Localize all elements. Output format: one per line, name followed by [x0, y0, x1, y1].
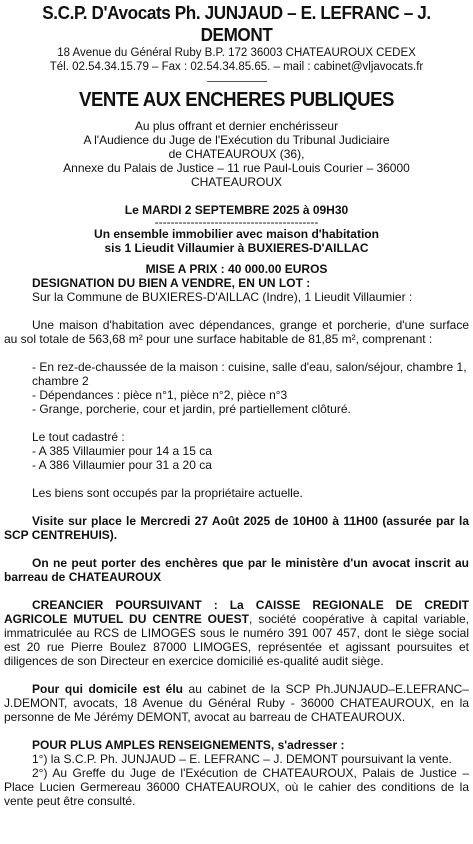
cadastre-line-2: - A 386 Villaumier pour 31 a 20 ca [32, 458, 212, 472]
starting-price: MISE A PRIX : 40 000.00 EUROS [145, 262, 328, 276]
domicile-details: au cabinet de la SCP Ph.JUNJAUD–E.LEFRANC–J.DEMONT, avocats, 18 Avenue du Général Ruby - 36000 CHATEAUROUX, en la personne de Me Jérémy DEMONT, avocat au barreau de CHATEAUROUX. [4, 682, 469, 724]
occupancy-note: Les biens sont occupés par la propriétaire actuelle. [32, 486, 303, 500]
firm-address: 18 Avenue du Général Ruby B.P. 172 36003 CHATEAUROUX CEDEX [57, 47, 416, 59]
property-line-1: Un ensemble immobilier avec maison d'habitation [94, 227, 379, 241]
avocat-notice: On ne peut porter des enchères que par le ministère d'un avocat inscrit au barreau de CHATEAUROUX [4, 556, 469, 584]
designation-heading: DESIGNATION DU BIEN A VENDRE, EN UN LOT : [32, 276, 311, 290]
creancier-details: , société coopérative à capital variable, immatriculée au RCS de LIMOGES sous le numéro 391 007 457, dont le siège social est 20 rue Pierre Boulez 87000 LIMOGES, représentée et agissant poursuites et diligences de son Directeur en exercice domicilié es-qualité audit siège. [4, 612, 469, 668]
renseignement-2: 2°) Au Greffe du Juge de l'Exécution de CHATEAUROUX, Palais de Justice – Place Lucien Germereau 36000 CHATEAUROUX, où le cahier des conditions de la vente peut être consulté. [4, 766, 469, 808]
visit-notice: Visite sur place le Mercredi 27 Août 2025 de 10H00 à 11H00 (assurée par la SCP CENTREHUIS). [4, 514, 469, 542]
auction-date: Le MARDI 2 SEPTEMBRE 2025 à 09H30 [124, 203, 349, 217]
firm-contact: Tél. 02.54.34.15.79 – Fax : 02.54.34.85.65. – mail : cabinet@vljavocats.fr [49, 61, 424, 73]
intro-line-1: Au plus offrant et dernier enchérisseur [134, 119, 339, 133]
intro-line-3: de CHATEAUROUX (36), [168, 147, 305, 161]
property-description: Une maison d'habitation avec dépendances, grange et porcherie, d'une surface au sol totale de 563,68 m² pour une surface habitable de 81,85 m², comprenant : [4, 318, 469, 346]
domicile-label: Pour qui domicile est élu [32, 682, 183, 696]
domicile-paragraph [4, 682, 469, 724]
renseignements-heading: POUR PLUS AMPLES RENSEIGNEMENTS, s'adresser : [32, 738, 345, 752]
room-line-3: - Grange, porcherie, cour et jardin, pré partiellement clôturé. [32, 402, 351, 416]
dash-separator: ----------------------------------------- [154, 215, 319, 229]
designation-commune: Sur la Commune de BUXIERES-D'AILLAC (Indre), 1 Lieudit Villaumier : [32, 290, 413, 304]
room-line-1: - En rez-de-chaussée de la maison : cuisine, salle d'eau, salon/séjour, chambre 1, chambre 2 [32, 360, 467, 388]
intro-line-5: CHATEAUROUX [190, 175, 283, 189]
notice-title: VENTE AUX ENCHERES PUBLIQUES [79, 89, 394, 111]
cadastre-heading: Le tout cadastré : [32, 430, 125, 444]
intro-line-4: Annexe du Palais de Justice – 11 rue Paul-Louis Courier – 36000 [63, 161, 410, 175]
property-line-2: sis 1 Lieudit Villaumier à BUXIERES-D'AILLAC [104, 241, 369, 255]
creancier-paragraph [4, 598, 469, 668]
renseignement-1: 1°) la S.C.P. Ph. JUNJAUD – E. LEFRANC – J. DEMONT poursuivant la vente. [32, 752, 452, 766]
room-line-2: - Dépendances : pièce n°1, pièce n°2, pièce n°3 [32, 388, 288, 402]
cadastre-line-1: - A 385 Villaumier pour 14 a 15 ca [32, 444, 212, 458]
intro-line-2: A l'Audience du Juge de l'Exécution du Tribunal Judiciaire [83, 133, 390, 147]
firm-name: S.C.P. D'Avocats Ph. JUNJAUD – E. LEFRANC – J. DEMONT [42, 3, 431, 45]
divider [207, 81, 267, 82]
creancier-name: CREANCIER POURSUIVANT : La CAISSE REGIONALE DE CREDIT AGRICOLE MUTUEL DU CENTRE OUEST [4, 598, 469, 626]
